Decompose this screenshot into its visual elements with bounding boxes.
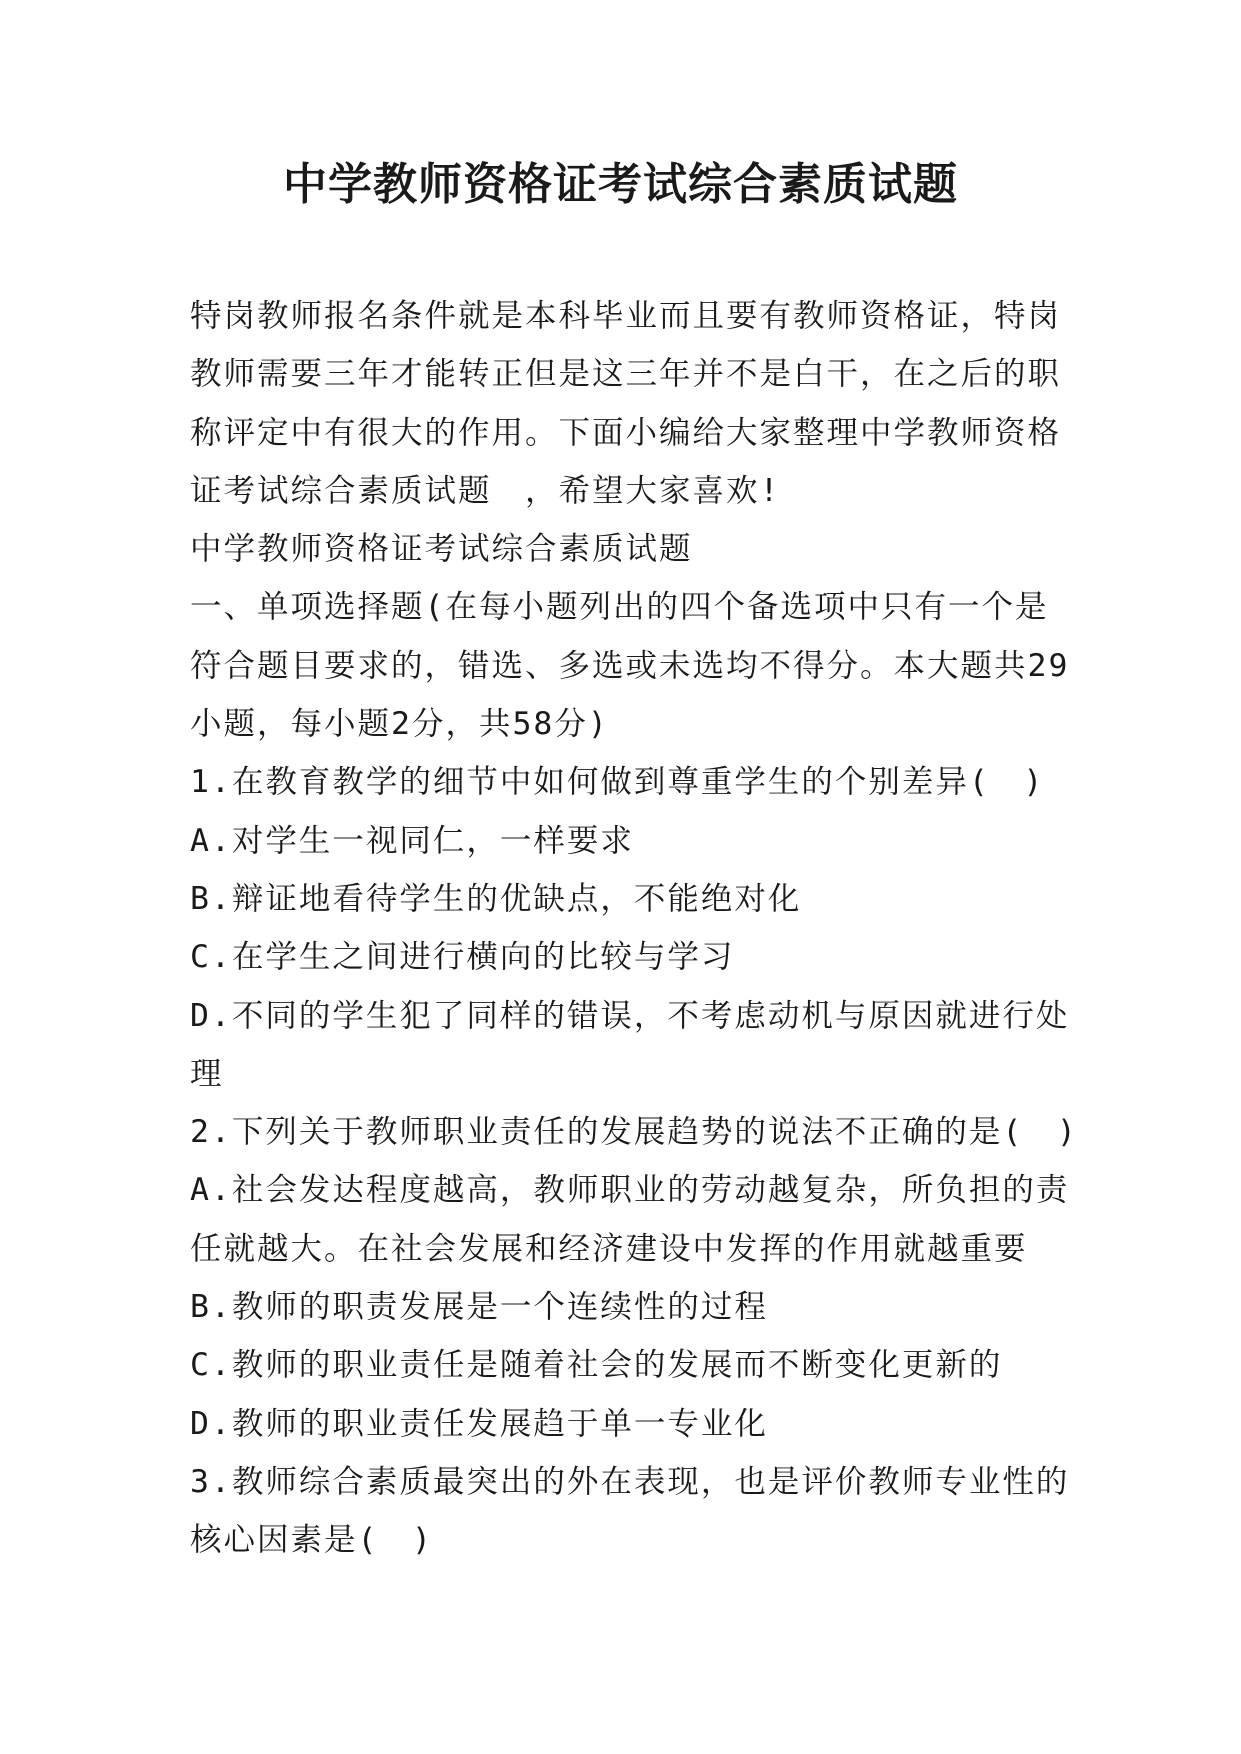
- text-line: 特岗教师报名条件就是本科毕业而且要有教师资格证，特岗: [190, 298, 1062, 334]
- document-title: 中学教师资格证考试综合素质试题: [283, 159, 958, 210]
- question-3-cont: 核心因素是( ): [190, 1522, 433, 1559]
- question-2: 2.下列关于教师职业责任的发展趋势的说法不正确的是( ): [190, 1114, 1078, 1151]
- text-line: 教师需要三年才能转正但是这三年并不是白干，在之后的职: [190, 356, 1062, 393]
- question-1-option-b: B.辩证地看待学生的优缺点，不能绝对化: [190, 880, 802, 917]
- question-1-option-c: C.在学生之间进行横向的比较与学习: [190, 939, 735, 976]
- question-2-option-a-cont: 任就越大。在社会发展和经济建设中发挥的作用就越重要: [190, 1230, 1028, 1267]
- question-2-option-a: A.社会发达程度越高，教师职业的劳动越复杂，所负担的责: [190, 1172, 1070, 1209]
- text-line: 称评定中有很大的作用。下面小编给大家整理中学教师资格: [190, 414, 1062, 451]
- text-line: 证考试综合素质试题 ，希望大家喜欢!: [190, 472, 781, 509]
- instructions-line: 一、单项选择题(在每小题列出的四个备选项中只有一个是: [190, 589, 1049, 626]
- instructions-line: 小题，每小题2分，共58分): [190, 706, 609, 743]
- question-2-option-d: D.教师的职业责任发展趋于单一专业化: [190, 1405, 768, 1442]
- document-body: [190, 287, 1078, 1570]
- question-1-option-d: D.不同的学生犯了同样的错误，不考虑动机与原因就进行处: [190, 997, 1070, 1034]
- question-1-option-d-cont: 理: [190, 1055, 224, 1092]
- question-2-option-c: C.教师的职业责任是随着社会的发展而不断变化更新的: [190, 1347, 1003, 1384]
- question-3: 3.教师综合素质最突出的外在表现，也是评价教师专业性的: [190, 1463, 1070, 1500]
- instructions-line: 符合题目要求的，错选、多选或未选均不得分。本大题共29: [190, 647, 1070, 684]
- question-1: 1.在教育教学的细节中如何做到尊重学生的个别差异( ): [190, 764, 1045, 801]
- section-heading: 中学教师资格证考试综合素质试题: [190, 531, 693, 568]
- question-2-option-b: B.教师的职责发展是一个连续性的过程: [190, 1289, 768, 1326]
- question-1-option-a: A.对学生一视同仁，一样要求: [190, 822, 634, 859]
